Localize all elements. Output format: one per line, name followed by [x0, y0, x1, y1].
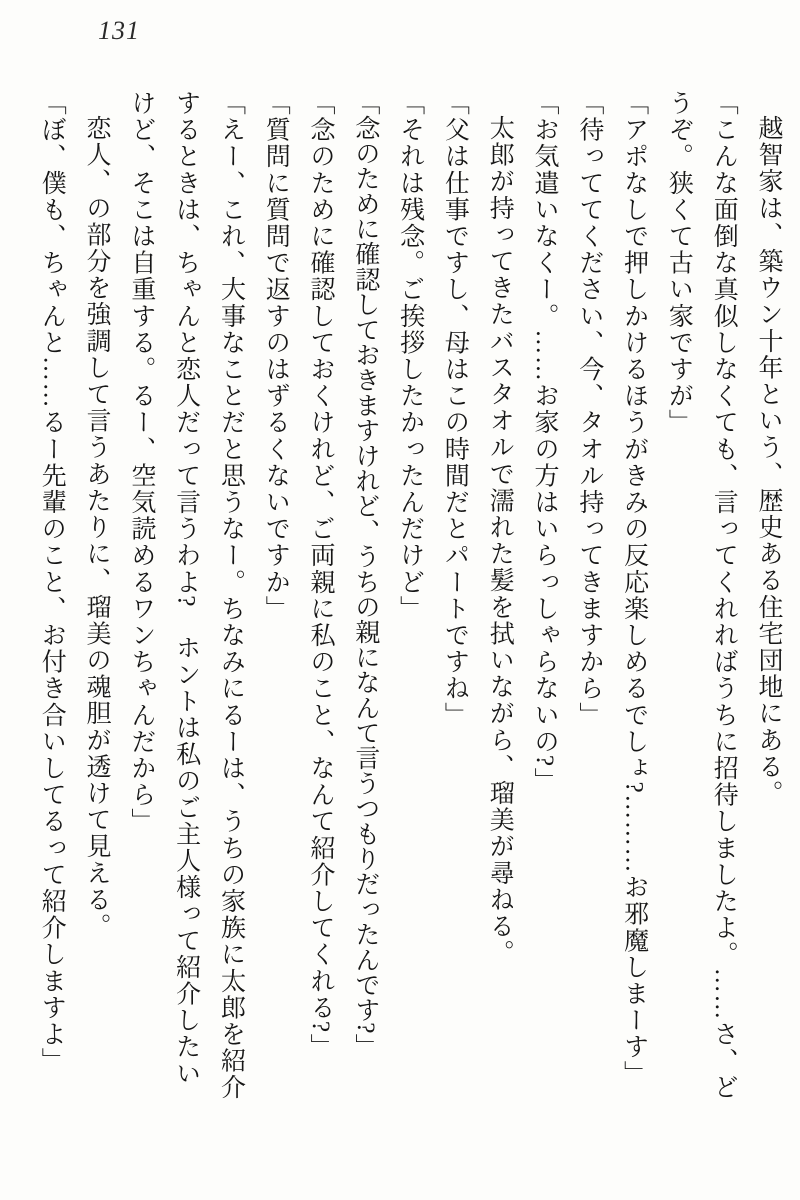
paragraph: 「父は仕事ですし、母はこの時間だとパートですね」 — [441, 90, 469, 729]
paragraph: 太郎が持ってきたバスタオルで濡れた髪を拭いながら、瑠美が尋ねる。 — [486, 115, 514, 967]
paragraph: 「待っててください、今、タオル持ってきますから」 — [575, 90, 603, 729]
paragraph: 「ぼ、僕も、ちゃんと……るー先輩のこと、お付き合いしてるって紹介しますよ」 — [38, 90, 66, 1075]
paragraph: 越智家は、築ウン十年という、歴史ある住宅団地にある。 — [755, 115, 782, 807]
paragraph: 「質問に質問で返すのはずるくないですか」 — [262, 90, 290, 622]
body-text — [26, 90, 790, 1104]
paragraph: 「それは残念。ご挨拶したかったんだけど」 — [396, 90, 424, 622]
paragraph: 「えー、これ、大事なことだと思うなー。ちなみにるーは、うちの家族に太郎を紹介するときは、ちゃんと恋人だって言うわよ? ホントは私のご主人様って紹介したいけど、そこは自重する。るー、空気読めるワンちゃんだから」 — [127, 90, 245, 1101]
paragraph: 「アポなしで押しかけるほうがきみの反応楽しめるでしょ?………お邪魔しまーす」 — [620, 90, 648, 1087]
paragraph: 恋人、の部分を強調して言うあたりに、瑠美の魂胆が透けて見える。 — [83, 115, 111, 940]
paragraph: 「念のために確認しておくけれど、ご両親に私のこと、なんて紹介してくれる?」 — [307, 90, 335, 1061]
paragraph: 「お気遣いなくー。……お家の方はいらっしゃらないの?」 — [531, 90, 559, 795]
paragraph: 「念のために確認しておきますけれど、うちの親になんて言うつもりだったんです?」 — [351, 90, 379, 1059]
page-number: 131 — [98, 16, 140, 45]
paragraph: 「こんな面倒な真似しなくても、言ってくれればうちに招待しましたよ。……さ、どうぞ。狭くて古い家ですが」 — [665, 90, 738, 1101]
